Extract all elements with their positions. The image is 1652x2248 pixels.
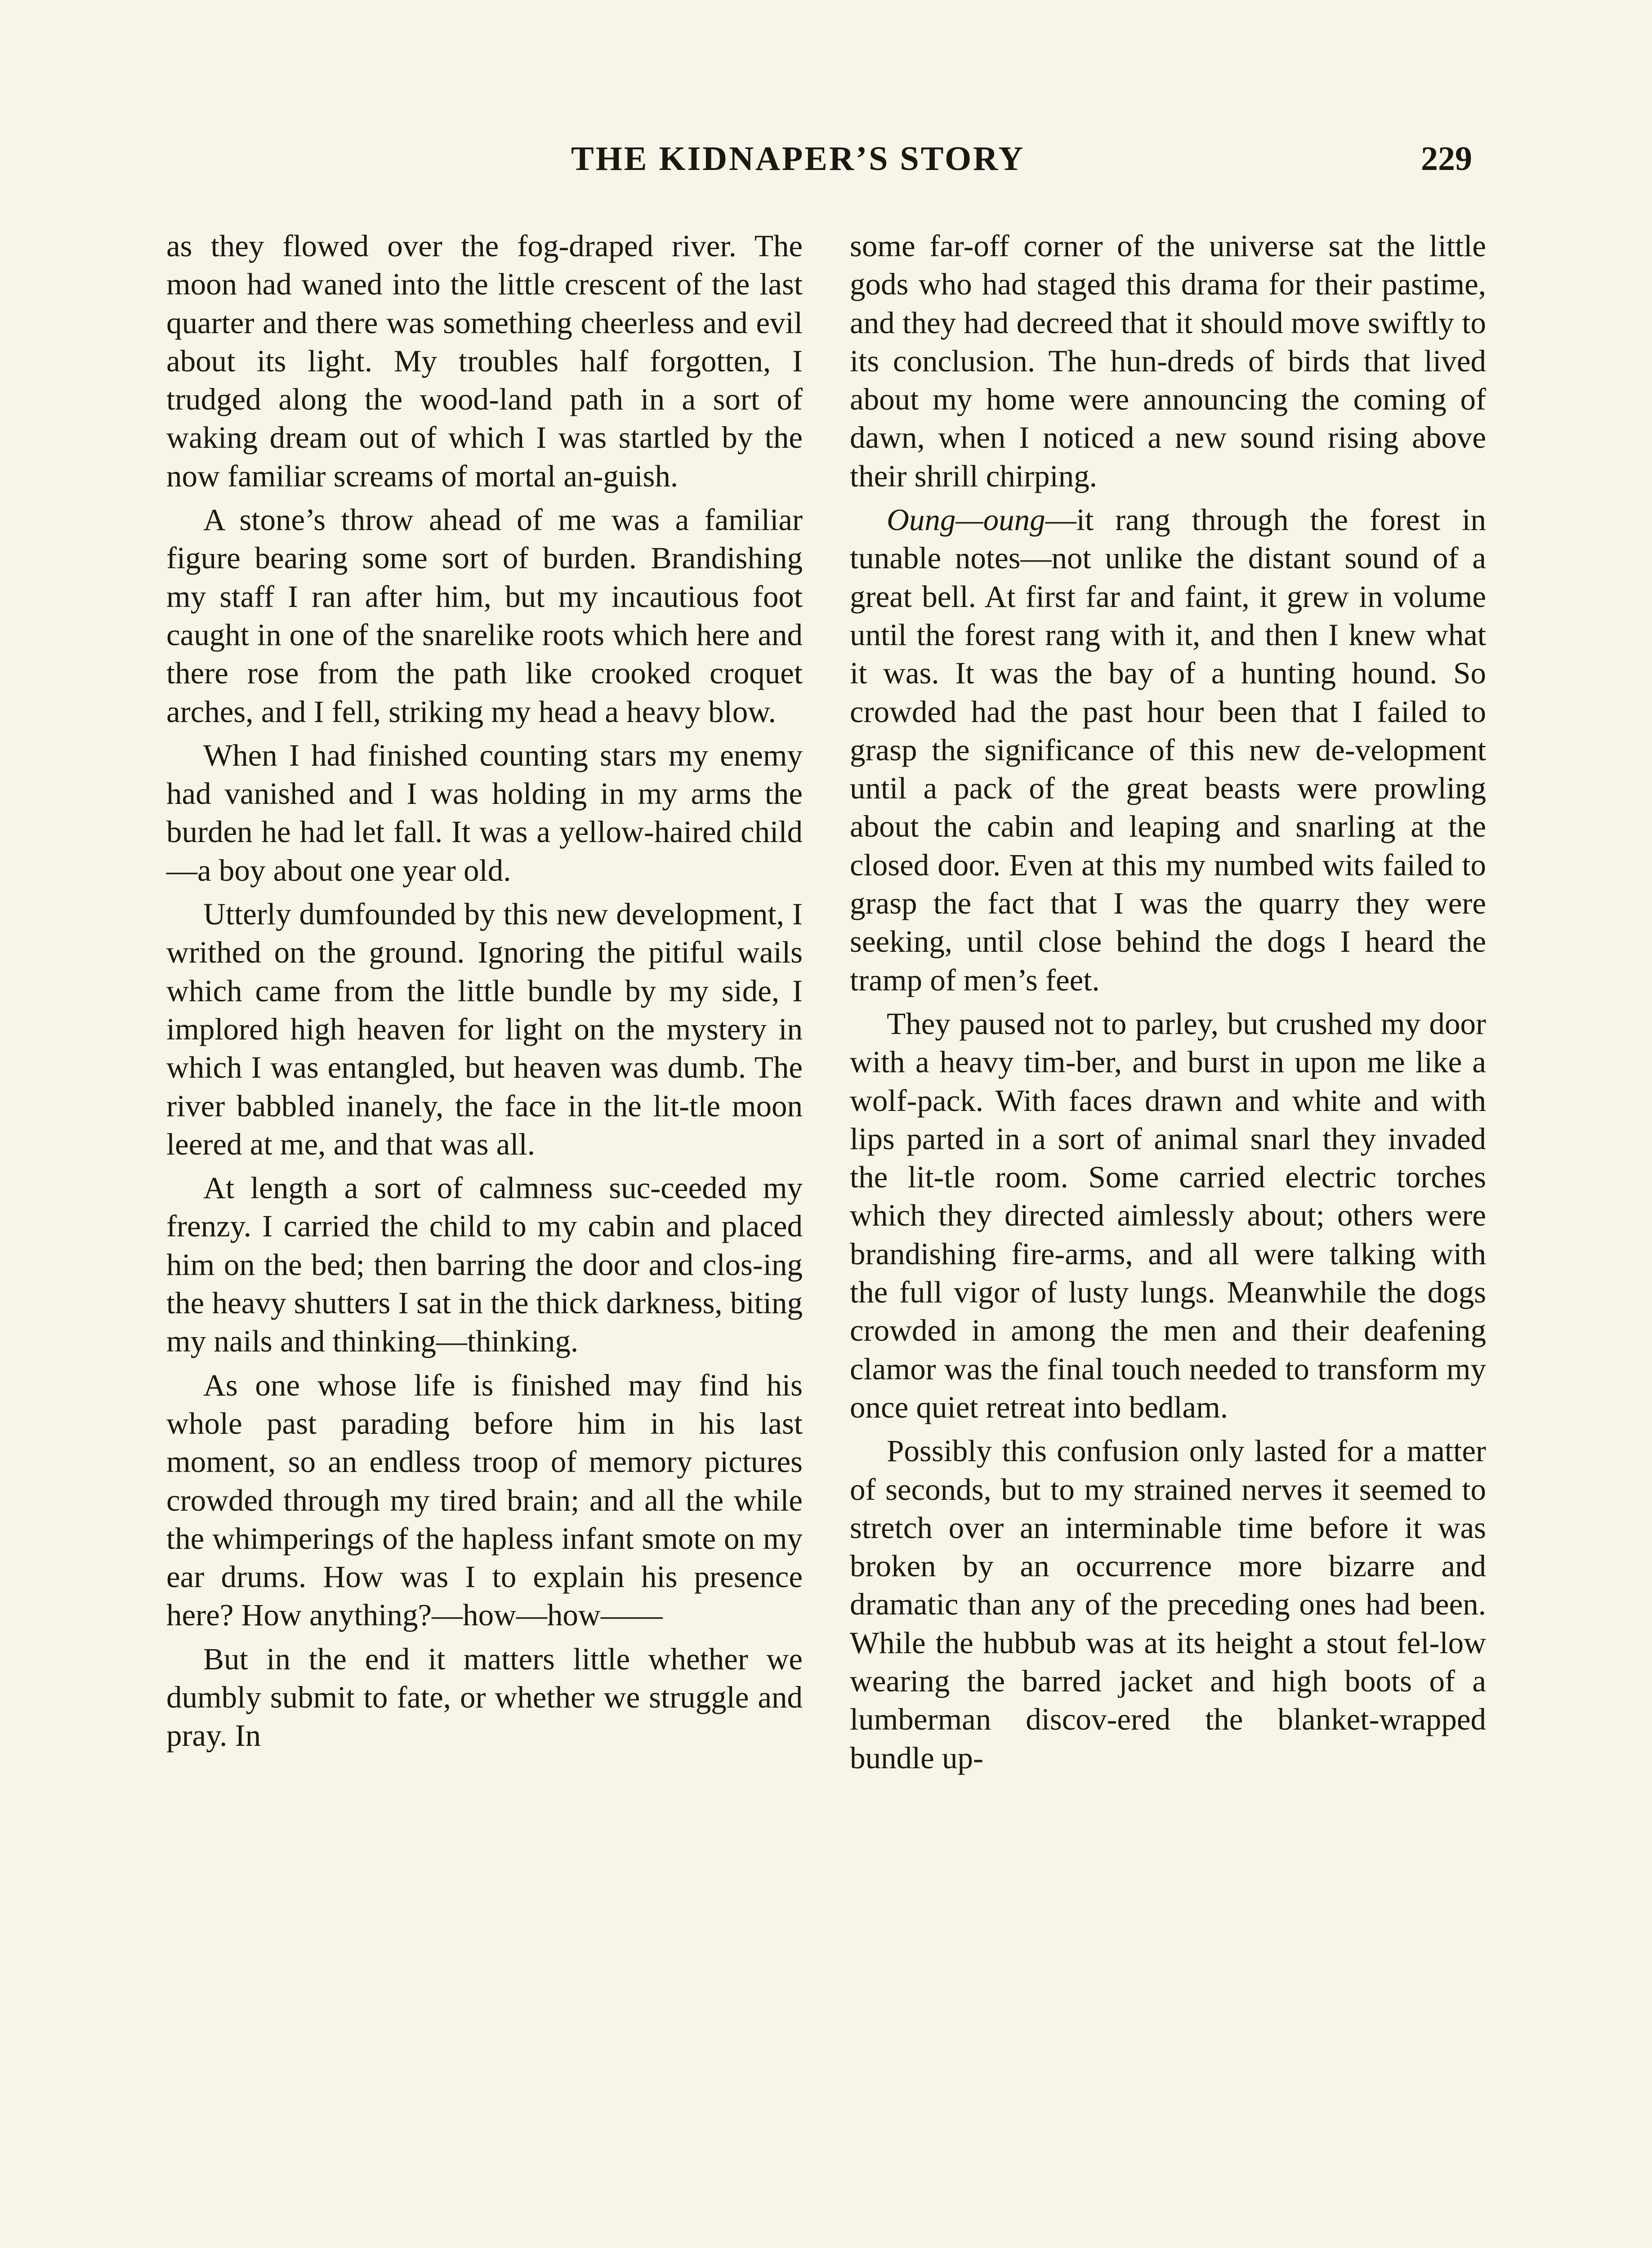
running-header xyxy=(0,139,1652,189)
paragraph xyxy=(850,501,1486,999)
italic-sound: Oung—oung xyxy=(887,503,1045,537)
paragraph: As one whose life is finished may find his whole past parading before him in his last moment, so an endless troop of memory pictures crowded through my tired brain; and all the while the whimperings of the hapless infant smote on my ear drums. How was I to explain his presence here? How anything?—how—how—— xyxy=(166,1368,803,1632)
paragraph: Possibly this confusion only lasted for a matter of seconds, but to my strained nerves it seemed to stretch over an interminable time before it was broken by an occurrence more bizarre and dramatic than any of the preceding ones had been. While the hubbub was at its height a stout fel-low wearing the barred jacket and high boots of a lumberman discov-ered the blanket-wrapped bundle up- xyxy=(850,1434,1486,1775)
paragraph: At length a sort of calmness suc-ceeded my frenzy. I carried the child to my cabin and placed him on the bed; then barring the door and clos-ing the heavy shutters I sat in the thick darkness, biting my nails and thinking—thinking. xyxy=(166,1171,803,1359)
left-column xyxy=(166,227,803,1761)
paragraph: some far-off corner of the universe sat the little gods who had staged this drama for their pastime, and they had decreed that it should move swiftly to its conclusion. The hun-dreds of birds that lived about my home were announcing the coming of dawn, when I noticed a new sound rising above their shrill chirping. xyxy=(850,229,1486,493)
paragraph: When I had finished counting stars my enemy had vanished and I was holding in my arms the burden he had let fall. It was a yellow-haired child—a boy about one year old. xyxy=(166,738,803,888)
paragraph: They paused not to parley, but crushed my door with a heavy tim-ber, and burst in upon me like a wolf-pack. With faces drawn and white and with lips parted in a sort of animal snarl they invaded the lit-tle room. Some carried electric torches which they directed aimlessly about; others were brandishing fire-arms, and all were talking with the full vigor of lusty lungs. Meanwhile the dogs crowded in among the men and their deafening clamor was the final touch needed to transform my once quiet retreat into bedlam. xyxy=(850,1006,1486,1424)
paragraph: A stone’s throw ahead of me was a familiar figure bearing some sort of burden. Brandishing my staff I ran after him, but my incautious foot caught in one of the snarelike roots which here and there rose from the path like crooked croquet arches, and I fell, striking my head a heavy blow. xyxy=(166,503,803,729)
page-number: 229 xyxy=(1421,140,1472,178)
paragraph: as they flowed over the fog-draped river. The moon had waned into the little crescent of the last quarter and there was something cheerless and evil about its light. My troubles half forgotten, I trudged along the wood-land path in a sort of waking dream out of which I was startled by the now familiar screams of mortal an-guish. xyxy=(166,229,803,493)
paragraph-text: —it rang through the forest in tunable notes—not unlike the distant sound of a great bell. At first far and faint, it grew in volume until the forest rang with it, and then I knew what it was. It was the bay of a hunting hound. So crowded had the past hour been that I failed to grasp the significance of this new de-velopment until a pack of the great beasts were prowling about the cabin and leaping and snarling at the closed door. Even at this my numbed wits failed to grasp the fact that I was the quarry they were seeking, until close behind the dogs I heard the tramp of men’s feet. xyxy=(850,503,1486,997)
running-title: THE KIDNAPER’S STORY xyxy=(571,140,1025,178)
paragraph: But in the end it matters little whether we dumbly submit to fate, or whether we struggle and pray. In xyxy=(166,1641,803,1753)
right-column xyxy=(850,227,1486,1783)
paragraph: Utterly dumfounded by this new development, I writhed on the ground. Ignoring the pitiful wails which came from the little bundle by my side, I implored high heaven for light on the mystery in which I was entangled, but heaven was dumb. The river babbled inanely, the face in the lit-tle moon leered at me, and that was all. xyxy=(166,897,803,1161)
